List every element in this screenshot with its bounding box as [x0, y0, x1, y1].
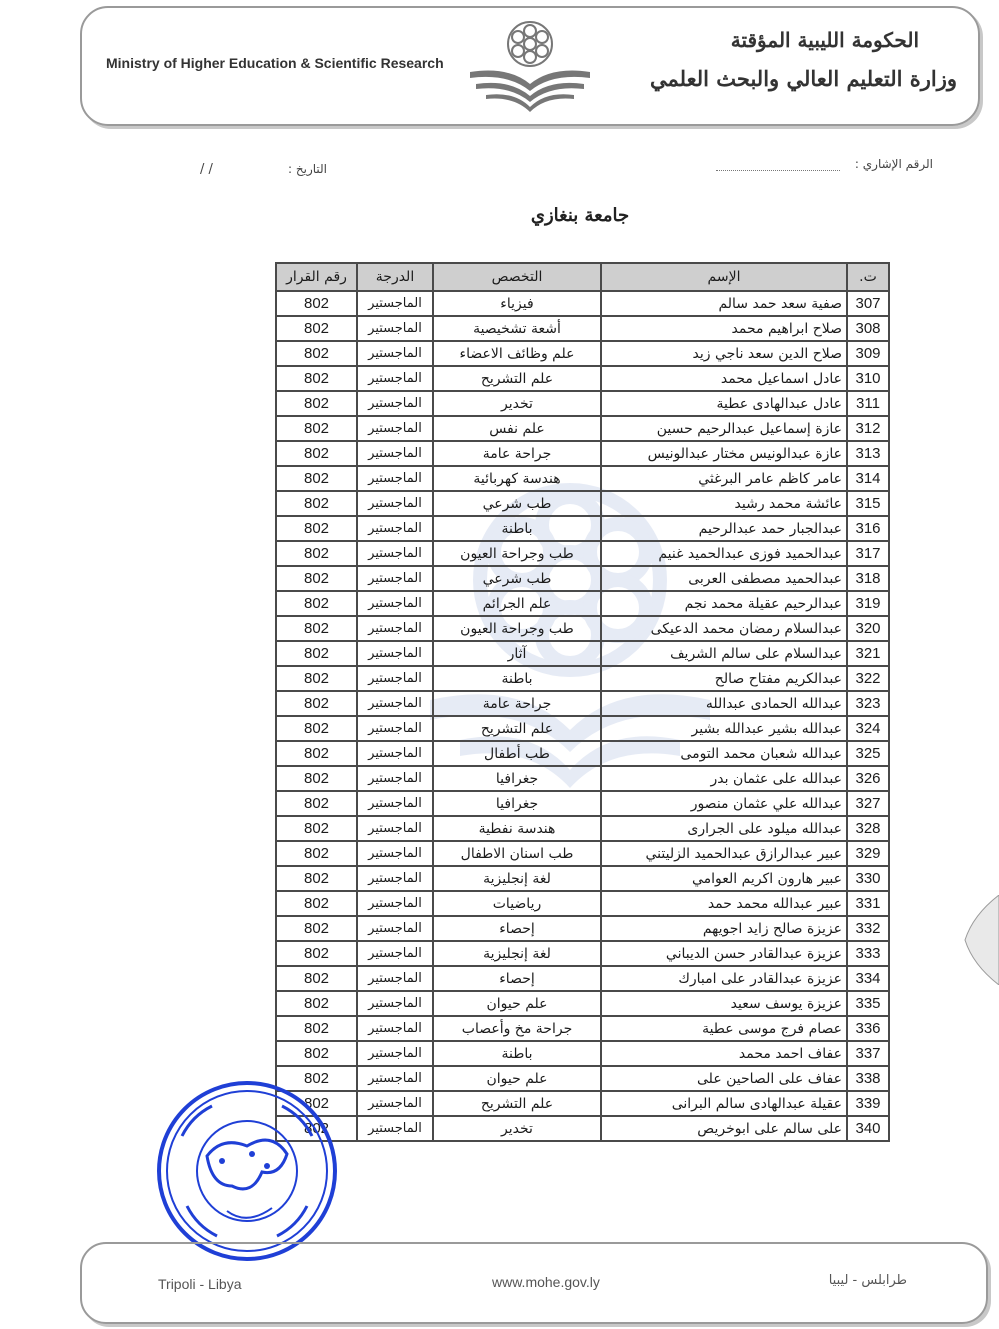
row-name: عبدالسلام رمضان محمد الدعيكى	[601, 616, 847, 641]
table-row	[276, 491, 889, 516]
table-row	[276, 791, 889, 816]
row-degree: الماجستير	[357, 866, 433, 891]
row-name: عبدالرحيم عقيلة محمد نجم	[601, 591, 847, 616]
row-specialization: جراحة عامة	[433, 691, 601, 716]
row-specialization: جراحة عامة	[433, 441, 601, 466]
row-name: عبير عبدالرازق عبدالحميد الزليتني	[601, 841, 847, 866]
row-specialization: أشعة تشخيصية	[433, 316, 601, 341]
table-row	[276, 866, 889, 891]
row-degree: الماجستير	[357, 616, 433, 641]
row-decision-number: 802	[276, 841, 357, 866]
row-serial: 325	[847, 741, 889, 766]
row-name: عبدالله علي عثمان منصور	[601, 791, 847, 816]
row-specialization: علم نفس	[433, 416, 601, 441]
row-name: عبدالله شعبان محمد التومى	[601, 741, 847, 766]
row-serial: 310	[847, 366, 889, 391]
row-specialization: رياضيات	[433, 891, 601, 916]
row-serial: 312	[847, 416, 889, 441]
row-name: على سالم على ابوخريص	[601, 1116, 847, 1141]
document-title: جامعة بنغازي	[530, 205, 630, 226]
row-decision-number: 802	[276, 1116, 357, 1141]
row-degree: الماجستير	[357, 716, 433, 741]
row-name: عادل عبدالهادى عطية	[601, 391, 847, 416]
table-row	[276, 991, 889, 1016]
reference-number-line	[716, 170, 840, 171]
row-degree: الماجستير	[357, 516, 433, 541]
row-name: عامر كاظم عامر البرغثي	[601, 466, 847, 491]
table-row	[276, 341, 889, 366]
row-degree: الماجستير	[357, 1016, 433, 1041]
row-serial: 324	[847, 716, 889, 741]
table-row	[276, 416, 889, 441]
row-decision-number: 802	[276, 716, 357, 741]
table-row	[276, 466, 889, 491]
row-name: عبير هارون اكريم العوامي	[601, 866, 847, 891]
row-degree: الماجستير	[357, 691, 433, 716]
row-degree: الماجستير	[357, 591, 433, 616]
row-specialization: طب اسنان الاطفال	[433, 841, 601, 866]
row-specialization: علم حيوان	[433, 991, 601, 1016]
row-specialization: آثار	[433, 641, 601, 666]
header-name: الإسم	[601, 263, 847, 291]
row-decision-number: 802	[276, 616, 357, 641]
table-row	[276, 716, 889, 741]
row-serial: 328	[847, 816, 889, 841]
row-decision-number: 802	[276, 516, 357, 541]
row-name: عقيلة عبدالهادى سالم البرانى	[601, 1091, 847, 1116]
footer-city-ar: طرابلس - ليبيا	[828, 1273, 907, 1288]
row-decision-number: 802	[276, 791, 357, 816]
table-row	[276, 1041, 889, 1066]
row-serial: 308	[847, 316, 889, 341]
row-name: عازة إسماعيل عبدالرحيم حسين	[601, 416, 847, 441]
header-degree: الدرجة	[357, 263, 433, 291]
row-specialization: طب شرعي	[433, 566, 601, 591]
table-row	[276, 391, 889, 416]
row-name: صفية سعد حمد سالم	[601, 291, 847, 316]
row-specialization: جغرافيا	[433, 766, 601, 791]
table-row	[276, 616, 889, 641]
header-specialization: التخصص	[433, 263, 601, 291]
row-name: عصام فرج موسى عطية	[601, 1016, 847, 1041]
row-degree: الماجستير	[357, 566, 433, 591]
row-decision-number: 802	[276, 691, 357, 716]
row-name: عبدالله بشير عبدالله بشير	[601, 716, 847, 741]
row-degree: الماجستير	[357, 816, 433, 841]
row-decision-number: 802	[276, 941, 357, 966]
row-specialization: علم حيوان	[433, 1066, 601, 1091]
row-name: عازة عبدالونيس مختار عبدالونيس	[601, 441, 847, 466]
row-serial: 336	[847, 1016, 889, 1041]
row-serial: 327	[847, 791, 889, 816]
row-name: عبدالسلام على سالم الشريف	[601, 641, 847, 666]
row-degree: الماجستير	[357, 741, 433, 766]
table-row	[276, 1091, 889, 1116]
row-serial: 332	[847, 916, 889, 941]
row-specialization: تخدير	[433, 1116, 601, 1141]
row-degree: الماجستير	[357, 441, 433, 466]
table-row	[276, 366, 889, 391]
table-header-row	[276, 263, 889, 291]
row-decision-number: 802	[276, 366, 357, 391]
row-serial: 317	[847, 541, 889, 566]
row-decision-number: 802	[276, 991, 357, 1016]
row-name: عزيزة عبدالقادر حسن الديباني	[601, 941, 847, 966]
row-decision-number: 802	[276, 1066, 357, 1091]
row-name: عائشة محمد رشيد	[601, 491, 847, 516]
row-decision-number: 802	[276, 391, 357, 416]
row-degree: الماجستير	[357, 291, 433, 316]
row-degree: الماجستير	[357, 391, 433, 416]
ministry-emblem-icon	[468, 16, 592, 114]
row-decision-number: 802	[276, 316, 357, 341]
row-decision-number: 802	[276, 416, 357, 441]
row-name: عبدالحميد فوزى عبدالحميد غنيم	[601, 541, 847, 566]
row-decision-number: 802	[276, 541, 357, 566]
row-degree: الماجستير	[357, 1066, 433, 1091]
row-decision-number: 802	[276, 466, 357, 491]
row-degree: الماجستير	[357, 466, 433, 491]
table-row	[276, 891, 889, 916]
row-serial: 337	[847, 1041, 889, 1066]
row-specialization: هندسة كهربائية	[433, 466, 601, 491]
row-serial: 314	[847, 466, 889, 491]
row-specialization: تخدير	[433, 391, 601, 416]
row-specialization: طب وجراحة العيون	[433, 541, 601, 566]
table-row	[276, 941, 889, 966]
table-row	[276, 641, 889, 666]
graduates-table	[275, 262, 890, 1142]
row-serial: 318	[847, 566, 889, 591]
footer-city-en: Tripoli - Libya	[158, 1276, 242, 1292]
row-degree: الماجستير	[357, 416, 433, 441]
row-specialization: باطنة	[433, 1041, 601, 1066]
table-row	[276, 316, 889, 341]
row-serial: 330	[847, 866, 889, 891]
table-row	[276, 816, 889, 841]
row-specialization: علم التشريح	[433, 1091, 601, 1116]
row-serial: 333	[847, 941, 889, 966]
row-serial: 316	[847, 516, 889, 541]
header-decision-number: رقم القرار	[276, 263, 357, 291]
row-specialization: باطنة	[433, 516, 601, 541]
row-degree: الماجستير	[357, 366, 433, 391]
row-name: عبدالكريم مفتاح صالح	[601, 666, 847, 691]
ministry-name-en: Ministry of Higher Education & Scientific Research	[106, 55, 444, 71]
row-specialization: جراحة مخ وأعصاب	[433, 1016, 601, 1041]
table-row	[276, 666, 889, 691]
row-name: صلاح ابراهيم محمد	[601, 316, 847, 341]
page-curl-icon	[963, 895, 999, 985]
row-degree: الماجستير	[357, 641, 433, 666]
row-decision-number: 802	[276, 666, 357, 691]
row-decision-number: 802	[276, 1091, 357, 1116]
table-row	[276, 691, 889, 716]
row-degree: الماجستير	[357, 841, 433, 866]
row-name: صلاح الدين سعد ناجي زيد	[601, 341, 847, 366]
table-row	[276, 916, 889, 941]
row-specialization: باطنة	[433, 666, 601, 691]
row-serial: 339	[847, 1091, 889, 1116]
row-decision-number: 802	[276, 891, 357, 916]
row-serial: 311	[847, 391, 889, 416]
table-row	[276, 291, 889, 316]
table-row	[276, 566, 889, 591]
row-degree: الماجستير	[357, 491, 433, 516]
row-name: عادل اسماعيل محمد	[601, 366, 847, 391]
row-serial: 335	[847, 991, 889, 1016]
ministry-name-ar: وزارة التعليم العالي والبحث العلمي	[650, 66, 957, 91]
row-decision-number: 802	[276, 966, 357, 991]
row-name: عبدالجبار حمد عبدالرحيم	[601, 516, 847, 541]
header-serial: ت.	[847, 263, 889, 291]
row-degree: الماجستير	[357, 766, 433, 791]
row-name: عبدالحميد مصطفى العربى	[601, 566, 847, 591]
row-decision-number: 802	[276, 816, 357, 841]
row-specialization: إحصاء	[433, 966, 601, 991]
table-row	[276, 541, 889, 566]
row-serial: 334	[847, 966, 889, 991]
row-serial: 326	[847, 766, 889, 791]
table-row	[276, 966, 889, 991]
row-decision-number: 802	[276, 341, 357, 366]
row-decision-number: 802	[276, 566, 357, 591]
row-degree: الماجستير	[357, 541, 433, 566]
row-decision-number: 802	[276, 766, 357, 791]
row-serial: 313	[847, 441, 889, 466]
row-name: عزيزة يوسف سعيد	[601, 991, 847, 1016]
row-name: عبدالله ميلود على الجرارى	[601, 816, 847, 841]
row-serial: 320	[847, 616, 889, 641]
row-degree: الماجستير	[357, 891, 433, 916]
row-degree: الماجستير	[357, 1091, 433, 1116]
row-serial: 307	[847, 291, 889, 316]
row-specialization: هندسة نفطية	[433, 816, 601, 841]
row-serial: 321	[847, 641, 889, 666]
table-row	[276, 741, 889, 766]
row-serial: 329	[847, 841, 889, 866]
row-specialization: طب شرعي	[433, 491, 601, 516]
row-name: عزيزة صالح زايد اجويهم	[601, 916, 847, 941]
row-degree: الماجستير	[357, 791, 433, 816]
row-serial: 315	[847, 491, 889, 516]
row-specialization: لغة إنجليزية	[433, 941, 601, 966]
graduates-table-wrapper	[275, 262, 888, 1142]
date-value: / /	[200, 162, 213, 177]
row-decision-number: 802	[276, 641, 357, 666]
row-decision-number: 802	[276, 291, 357, 316]
row-specialization: علم وظائف الاعضاء	[433, 341, 601, 366]
date-label: التاريخ :	[288, 162, 328, 176]
table-row	[276, 516, 889, 541]
row-degree: الماجستير	[357, 341, 433, 366]
row-serial: 309	[847, 341, 889, 366]
row-decision-number: 802	[276, 591, 357, 616]
row-name: عبدالله على عثمان بدر	[601, 766, 847, 791]
row-decision-number: 802	[276, 1041, 357, 1066]
row-specialization: طب أطفال	[433, 741, 601, 766]
row-decision-number: 802	[276, 441, 357, 466]
row-degree: الماجستير	[357, 966, 433, 991]
row-specialization: علم التشريح	[433, 366, 601, 391]
row-name: عبدالله الحمادى عبدالله	[601, 691, 847, 716]
table-row	[276, 841, 889, 866]
row-degree: الماجستير	[357, 1116, 433, 1141]
table-row	[276, 766, 889, 791]
row-decision-number: 802	[276, 491, 357, 516]
row-degree: الماجستير	[357, 1041, 433, 1066]
row-serial: 322	[847, 666, 889, 691]
table-row	[276, 1116, 889, 1141]
row-name: عفاف على الصاحين على	[601, 1066, 847, 1091]
reference-number-label: الرقم الإشاري :	[854, 157, 933, 171]
row-name: عبير عبدالله محمد حمد	[601, 891, 847, 916]
row-degree: الماجستير	[357, 916, 433, 941]
table-row	[276, 591, 889, 616]
row-degree: الماجستير	[357, 666, 433, 691]
row-specialization: علم التشريح	[433, 716, 601, 741]
row-decision-number: 802	[276, 741, 357, 766]
table-row	[276, 1016, 889, 1041]
row-specialization: علم الجرائم	[433, 591, 601, 616]
table-row	[276, 441, 889, 466]
row-specialization: إحصاء	[433, 916, 601, 941]
row-specialization: فيزياء	[433, 291, 601, 316]
row-specialization: جغرافيا	[433, 791, 601, 816]
row-specialization: طب وجراحة العيون	[433, 616, 601, 641]
government-name-ar: الحكومة الليبية المؤقتة	[730, 28, 919, 52]
row-serial: 338	[847, 1066, 889, 1091]
row-decision-number: 802	[276, 1016, 357, 1041]
row-serial: 340	[847, 1116, 889, 1141]
row-specialization: لغة إنجليزية	[433, 866, 601, 891]
row-degree: الماجستير	[357, 941, 433, 966]
row-serial: 323	[847, 691, 889, 716]
footer-website-link[interactable]: www.mohe.gov.ly	[492, 1274, 600, 1290]
row-serial: 319	[847, 591, 889, 616]
row-decision-number: 802	[276, 916, 357, 941]
row-serial: 331	[847, 891, 889, 916]
row-decision-number: 802	[276, 866, 357, 891]
row-degree: الماجستير	[357, 991, 433, 1016]
table-row	[276, 1066, 889, 1091]
row-name: عفاف احمد محمد	[601, 1041, 847, 1066]
row-name: عزيزة عبدالقادر على امبارك	[601, 966, 847, 991]
row-degree: الماجستير	[357, 316, 433, 341]
